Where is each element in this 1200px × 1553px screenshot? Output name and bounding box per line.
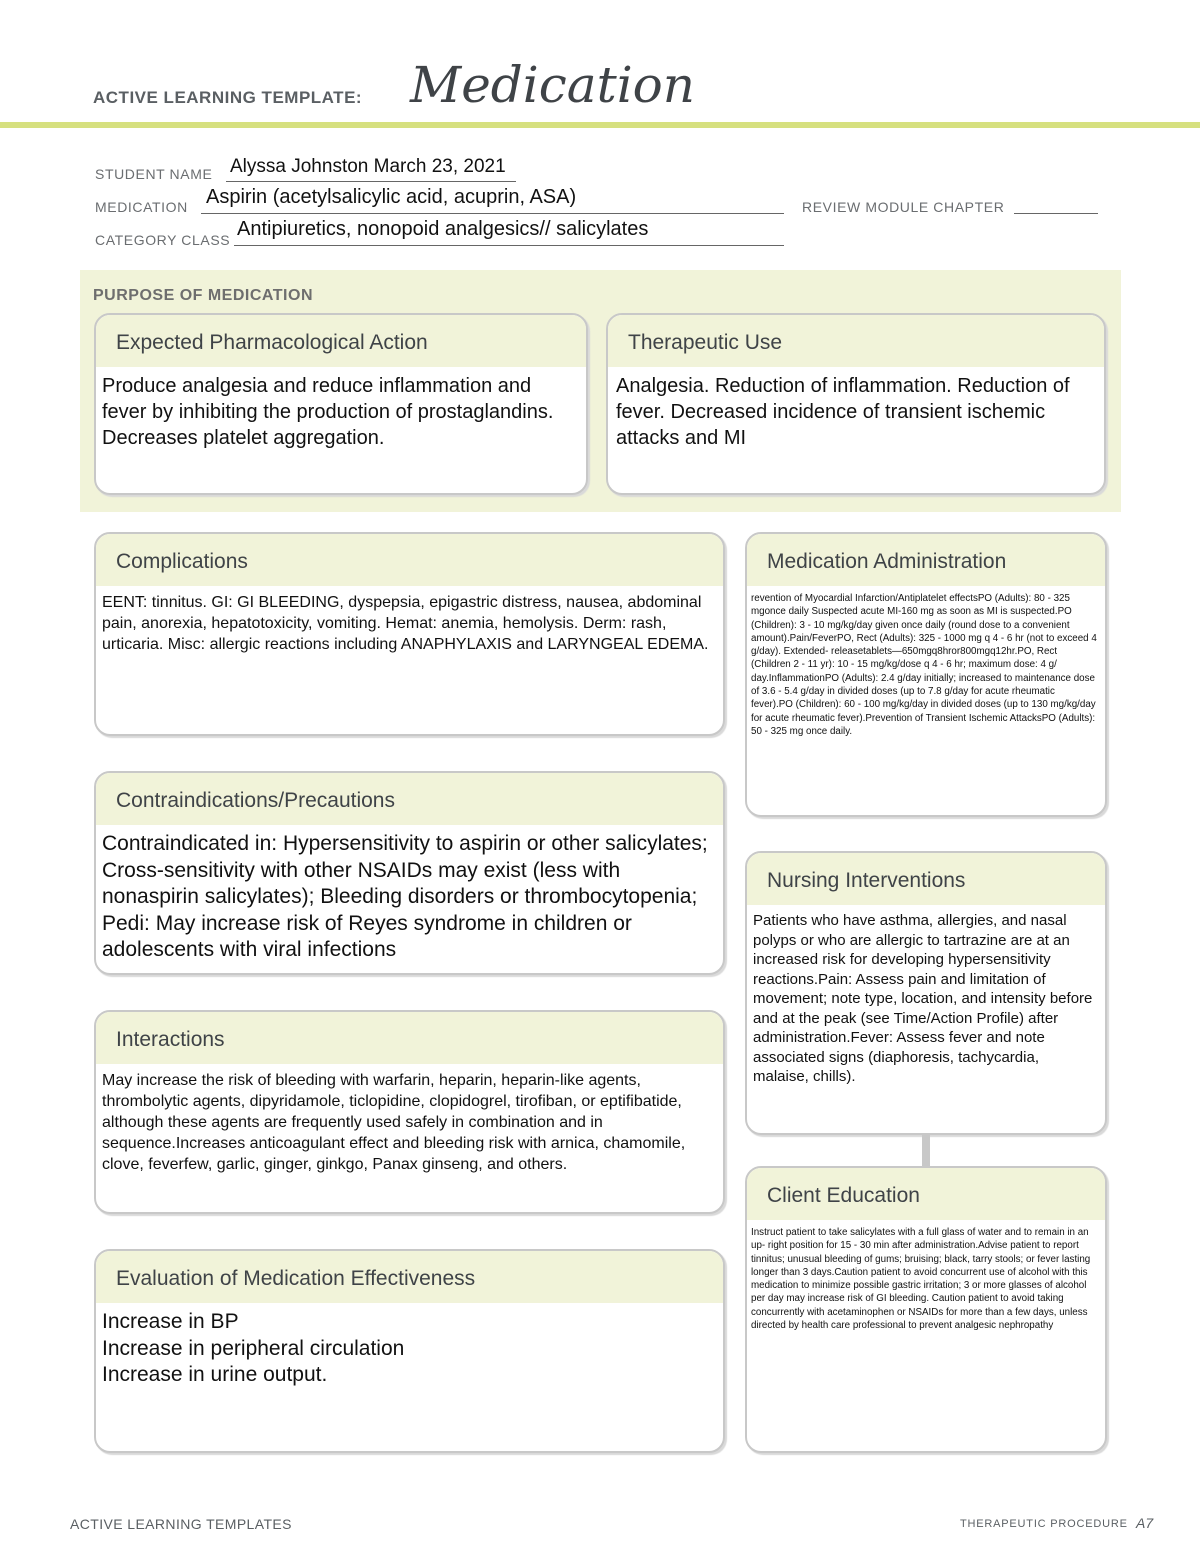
expected-action-heading: Expected Pharmacological Action: [96, 315, 586, 367]
complications-text: EENT: tinnitus. GI: GI BLEEDING, dyspepsia, epigastric distress, nausea, abdominal pain, anorexia, hepatotoxicity, vomiting. Hemat: anemia, hemolysis. Derm: rash, urticaria. Misc: allergic reactions including ANAPHYLAXIS and LARYNGEAL EDEMA.: [102, 594, 709, 653]
footer-left: ACTIVE LEARNING TEMPLATES: [70, 1516, 292, 1532]
contraindications-heading: Contraindications/Precautions: [96, 773, 723, 825]
medication-label: MEDICATION: [95, 199, 188, 215]
therapeutic-use-text: Analgesia. Reduction of inflammation. Reduction of fever. Decreased incidence of transient ischemic attacks and MI: [616, 375, 1070, 449]
contraindications-card: [94, 771, 725, 975]
review-module-underline: [1014, 213, 1098, 214]
template-label: ACTIVE LEARNING TEMPLATE:: [93, 88, 363, 107]
evaluation-line: Increase in BP: [102, 1310, 239, 1333]
medication-administration-card: [745, 532, 1107, 817]
evaluation-line: Increase in urine output.: [102, 1363, 328, 1386]
interactions-heading: Interactions: [96, 1012, 723, 1064]
interactions-text: May increase the risk of bleeding with warfarin, heparin, heparin-like agents, thrombolytic agents, dipyridamole, ticlopidine, clopidogrel, tirofiban, or eptifibatide, although these agents are frequently used safely in combination and in sequence.Increases anticoagulant effect and bleeding risk with arnica, chamomile, clove, feverfew, garlic, ginger, ginkgo, Panax ginseng, and others.: [102, 1072, 686, 1173]
expected-action-text: Produce analgesia and reduce inflammation and fever by inhibiting the production of prostaglandins. Decreases platelet aggregation.: [102, 375, 554, 449]
student-name-label: STUDENT NAME: [95, 166, 213, 182]
category-class-label: CATEGORY CLASS: [95, 232, 231, 248]
client-education-card: [745, 1166, 1107, 1453]
student-name-value[interactable]: Alyssa Johnston March 23, 2021: [230, 156, 506, 177]
evaluation-card: [94, 1249, 725, 1453]
evaluation-lines: [96, 1303, 723, 1389]
therapeutic-use-card: [606, 313, 1106, 495]
medication-administration-text: revention of Myocardial Infarction/Antiplatelet effectsPO (Adults): 80 - 325 mgonce daily Suspected acute MI-160 mg as soon as MI is suspected.PO (Children): 3 - 10 mg/kg/day given once daily (round dose to a convenient amount).Pain/FeverPO, Rect (Adults): 325 - 1000 mg q 4 - 6 hr (not to exceed 4 g/day). Extended- releasetablets—650mgq8hror800mgq12hr.PO, Rect (Children 2 - 11 yr): 10 - 15 mg/kg/dose q 4 - 6 hr; maximum dose: 4 g/ day.InflammationPO (Adults): 2.4 g/day initially; increased to maintenance dose of 3.6 - 5.4 g/day in divided doses (up to 7.8 g/day for acute rheumatic fever).PO (Children): 60 - 100 mg/kg/day in divided doses (up to 130 mg/kg/day for acute rheumatic fever).Prevention of Transient Ischemic AttacksPO (Adults): 50 - 325 mg once daily.: [751, 593, 1097, 737]
interactions-card: [94, 1010, 725, 1214]
footer-right: THERAPEUTIC PROCEDURE: [960, 1518, 1128, 1530]
client-education-text: Instruct patient to take salicylates with a full glass of water and to remain in an up- right position for 15 - 30 min after administration.Advise patient to report tinnitus; unusual bleeding of gums; bruising; black, tarry stools; or fever lasting longer than 3 days.Caution patient to avoid concurrent use of alcohol with this medication to minimize possible gastric irritation; 3 or more glasses of alcohol per day may increase risk of GI bleeding. Caution patient to avoid taking concurrently with acetaminophen or NSAIDs for more than a few days, unless directed by health care professional to prevent analgesic nephropathy: [751, 1227, 1091, 1332]
evaluation-line: Increase in peripheral circulation: [102, 1336, 405, 1360]
medication-underline: [201, 213, 784, 214]
evaluation-heading: Evaluation of Medication Effectiveness: [96, 1251, 723, 1303]
header-rule: [0, 122, 1200, 128]
medication-value[interactable]: Aspirin (acetylsalicylic acid, acuprin, ASA): [206, 186, 577, 208]
category-class-underline: [234, 245, 784, 246]
page-title: Medication: [410, 56, 695, 114]
footer-page-number: A7: [1136, 1515, 1154, 1531]
nursing-interventions-heading: Nursing Interventions: [747, 853, 1105, 905]
category-class-value[interactable]: Antipiuretics, nonopoid analgesics// salicylates: [237, 218, 649, 240]
expected-action-card: [94, 313, 588, 495]
nursing-interventions-text: Patients who have asthma, allergies, and nasal polyps or who are allergic to tartrazine are at an increased risk for developing hypersensitivity reactions.Pain: Assess pain and limitation of movement; note type, location, and intensity before and at the peak (see Time/Action Profile) after administration.Fever: Assess fever and note associated signs (diaphoresis, tachycardia, malaise, chills).: [753, 912, 1093, 1085]
nursing-interventions-card: [745, 851, 1107, 1135]
contraindications-text: Contraindicated in: Hypersensitivity to aspirin or other salicylates; Cross-sensitivity with other NSAIDs may exist (less with nonaspirin salicylates); Bleeding disorders or thrombocytopenia; Pedi: May increase risk of Reyes syndrome in children or adolescents with viral infections: [102, 832, 708, 961]
card-connector: [922, 1133, 930, 1166]
client-education-heading: Client Education: [747, 1168, 1105, 1220]
purpose-title: PURPOSE OF MEDICATION: [93, 287, 313, 304]
therapeutic-use-heading: Therapeutic Use: [608, 315, 1104, 367]
medication-administration-heading: Medication Administration: [747, 534, 1105, 586]
complications-card: [94, 532, 725, 736]
student-name-underline: [226, 181, 516, 182]
review-module-label: REVIEW MODULE CHAPTER: [802, 199, 1005, 215]
complications-heading: Complications: [96, 534, 723, 586]
